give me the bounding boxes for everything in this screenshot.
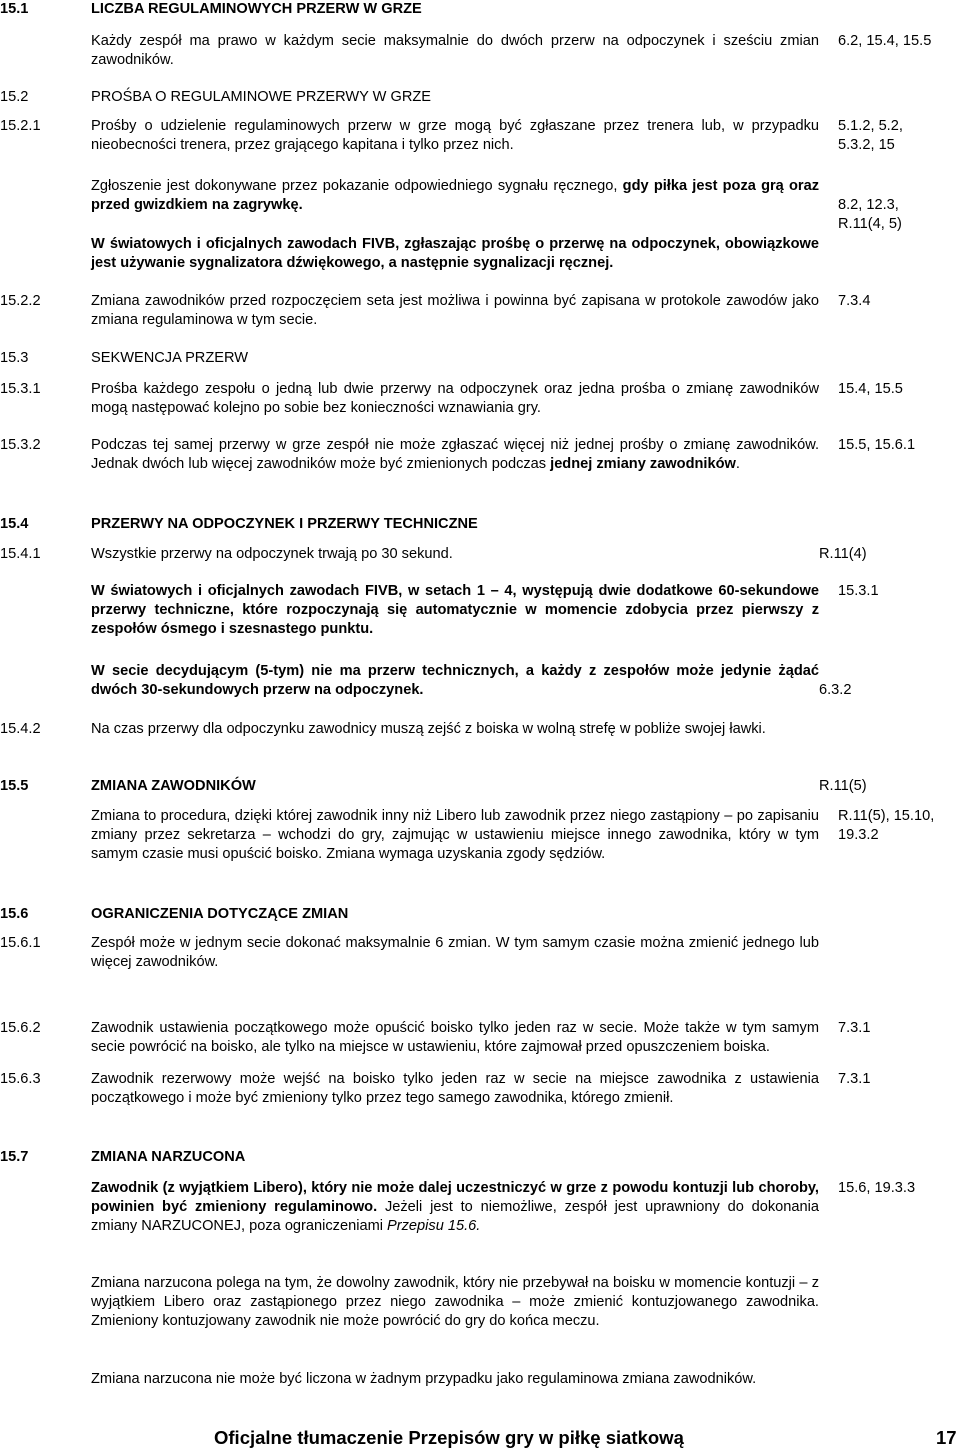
reference: 15.3.1 bbox=[838, 583, 879, 599]
paragraph-text: Jeżeli jest to niemożliwe, zespół jest uprawniony do dokonania zmiany NARZUCONEJ, poza ograniczeniami bbox=[91, 1199, 819, 1234]
paragraph: Każdy zespół ma prawo w każdym secie maksymalnie do dwóch przerw na odpoczynek i sześciu zmian zawodników. bbox=[91, 33, 819, 68]
section-number: 15.5 bbox=[0, 778, 29, 794]
paragraph: Prośby o udzielenie regulaminowych przerw w grze mogą być zgłaszane przez trenera lub, w przypadku nieobecności trenera, przez grającego kapitana i tylko przez nich. bbox=[91, 118, 819, 153]
paragraph-bold-text: gdy piłka jest poza grą oraz przed gwizdkiem na zagrywkę. bbox=[91, 178, 819, 213]
subsection-number: 15.3.2 bbox=[0, 437, 41, 453]
subsection-number: 15.6.2 bbox=[0, 1020, 41, 1036]
subsection-number: 15.2.1 bbox=[0, 118, 41, 134]
reference: 7.3.1 bbox=[838, 1071, 871, 1087]
reference: 7.3.1 bbox=[838, 1020, 871, 1036]
footer-title: Oficjalne tłumaczenie Przepisów gry w piłkę siatkową bbox=[214, 1427, 684, 1448]
section-number: 15.7 bbox=[0, 1149, 29, 1165]
reference: 5.1.2, 5.2, 5.3.2, 15 bbox=[838, 118, 903, 153]
paragraph-text: Podczas tej samej przerwy w grze zespół nie może zgłaszać więcej niż jednej prośby o zmianę zawodników. Jednak dwóch lub więcej zawodników może być zmienionych podczas bbox=[91, 437, 819, 472]
reference: 7.3.4 bbox=[838, 293, 871, 309]
section-number: 15.3 bbox=[0, 350, 29, 366]
paragraph: W światowych i oficjalnych zawodach FIVB, w setach 1 – 4, występują dwie dodatkowe 60-sekundowe przerwy techniczne, które rozpoczynają się automatycznie w momencie zdobycia przez pierwszy z zespołów ósmego i szesnastego punktu. bbox=[91, 583, 819, 637]
paragraph-bold-text: jednej zmiany zawodników bbox=[550, 456, 736, 472]
paragraph: Na czas przerwy dla odpoczynku zawodnicy muszą zejść z boiska w wolną strefę w pobliże swojej ławki. bbox=[91, 721, 766, 737]
paragraph bbox=[91, 1179, 819, 1236]
section-number: 15.1 bbox=[0, 1, 29, 17]
reference: 8.2, 12.3, R.11(4, 5) bbox=[838, 197, 902, 232]
reference: R.11(5) bbox=[819, 778, 867, 794]
paragraph: Zespół może w jednym secie dokonać maksymalnie 6 zmian. W tym samym czasie można zmienić jednego lub więcej zawodników. bbox=[91, 935, 819, 970]
reference: R.11(4) bbox=[819, 546, 867, 562]
reference: 6.2, 15.4, 15.5 bbox=[838, 33, 932, 49]
subsection-number: 15.4.1 bbox=[0, 546, 41, 562]
subsection-number: 15.6.1 bbox=[0, 935, 41, 951]
paragraph: Zawodnik rezerwowy może wejść na boisko tylko jeden raz w secie na miejsce zawodnika z ustawienia początkowego i może być zmieniony tylko przez tego samego zawodnika, którego zmienił. bbox=[91, 1071, 819, 1106]
paragraph: Prośba każdego zespołu o jedną lub dwie przerwy na odpoczynek oraz jedna prośba o zmianę zawodników mogą następować kolejno po sobie bez konieczności wznawiania gry. bbox=[91, 381, 819, 416]
paragraph: Zmiana zawodników przed rozpoczęciem seta jest możliwa i powinna być zapisana w protokole zawodów jako zmiana regulaminowa w tym secie. bbox=[91, 293, 819, 328]
subsection-number: 15.6.3 bbox=[0, 1071, 41, 1087]
section-number: 15.2 bbox=[0, 89, 29, 105]
paragraph bbox=[91, 177, 819, 215]
section-heading: OGRANICZENIA DOTYCZĄCE ZMIAN bbox=[91, 906, 349, 922]
paragraph: Zmiana narzucona nie może być liczona w żadnym przypadku jako regulaminowa zmiana zawodników. bbox=[91, 1371, 757, 1387]
section-number: 15.4 bbox=[0, 516, 29, 532]
paragraph: Zmiana to procedura, dzięki której zawodnik inny niż Libero lub zawodnik przez niego zastąpiony – po zapisaniu zmiany przez sekretarza – wchodzi do gry, zajmując w ustawieniu miejsce innego zawodnika, który w tym samym czasie musi opuścić boisko. Zmiana wymaga uzyskania zgody sędziów. bbox=[91, 808, 819, 862]
subsection-number: 15.4.2 bbox=[0, 721, 41, 737]
paragraph bbox=[91, 436, 819, 474]
section-heading: ZMIANA NARZUCONA bbox=[91, 1149, 246, 1165]
reference: 6.3.2 bbox=[819, 682, 852, 698]
paragraph: Wszystkie przerwy na odpoczynek trwają po 30 sekund. bbox=[91, 546, 453, 562]
paragraph: Zawodnik ustawienia początkowego może opuścić boisko tylko jeden raz w secie. Może także w tym samym secie powrócić na boisko, ale tylko na miejsce w ustawieniu, które zajmował przed opuszczeniem boiska. bbox=[91, 1020, 819, 1055]
section-number: 15.6 bbox=[0, 906, 29, 922]
paragraph-bold-text: Zawodnik (z wyjątkiem Libero), który nie może dalej uczestniczyć w grze z powodu kontuzji lub choroby, powinien być zmieniony regulaminowo. bbox=[91, 1180, 819, 1215]
paragraph: W światowych i oficjalnych zawodach FIVB, zgłaszając prośbę o przerwę na odpoczynek, obowiązkowe jest używanie sygnalizatora dźwiękowego, a następnie sygnalizacji ręcznej. bbox=[91, 236, 819, 271]
subsection-number: 15.3.1 bbox=[0, 381, 41, 397]
paragraph-text: . bbox=[735, 456, 740, 472]
section-heading: ZMIANA ZAWODNIKÓW bbox=[91, 778, 256, 794]
section-heading: SEKWENCJA PRZERW bbox=[91, 350, 249, 366]
reference: 15.6, 19.3.3 bbox=[838, 1180, 916, 1196]
paragraph-text: Zgłoszenie jest dokonywane przez pokazanie odpowiedniego sygnału ręcznego, bbox=[91, 178, 623, 194]
subsection-number: 15.2.2 bbox=[0, 293, 41, 309]
paragraph-italic-text: Przepisu 15.6. bbox=[387, 1218, 481, 1234]
paragraph: Zmiana narzucona polega na tym, że dowolny zawodnik, który nie przebywał na boisku w momencie kontuzji – z wyjątkiem Libero oraz zastąpionego przez niego zawodnika – może zmienić kontuzjowanego zawodnika. Zmieniony kontuzjowany zawodnik nie może powrócić do gry do końca meczu. bbox=[91, 1275, 819, 1329]
page-number: 17 bbox=[936, 1427, 957, 1448]
section-heading: PROŚBA O REGULAMINOWE PRZERWY W GRZE bbox=[91, 89, 432, 105]
reference: 15.4, 15.5 bbox=[838, 381, 903, 397]
section-heading: LICZBA REGULAMINOWYCH PRZERW W GRZE bbox=[91, 1, 422, 17]
paragraph: W secie decydującym (5-tym) nie ma przerw technicznych, a każdy z zespołów może jedynie żądać dwóch 30-sekundowych przerw na odpoczynek. bbox=[91, 663, 819, 698]
section-heading: PRZERWY NA ODPOCZYNEK I PRZERWY TECHNICZNE bbox=[91, 516, 478, 532]
reference: 15.5, 15.6.1 bbox=[838, 437, 916, 453]
reference: R.11(5), 15.10, 19.3.2 bbox=[838, 808, 935, 843]
